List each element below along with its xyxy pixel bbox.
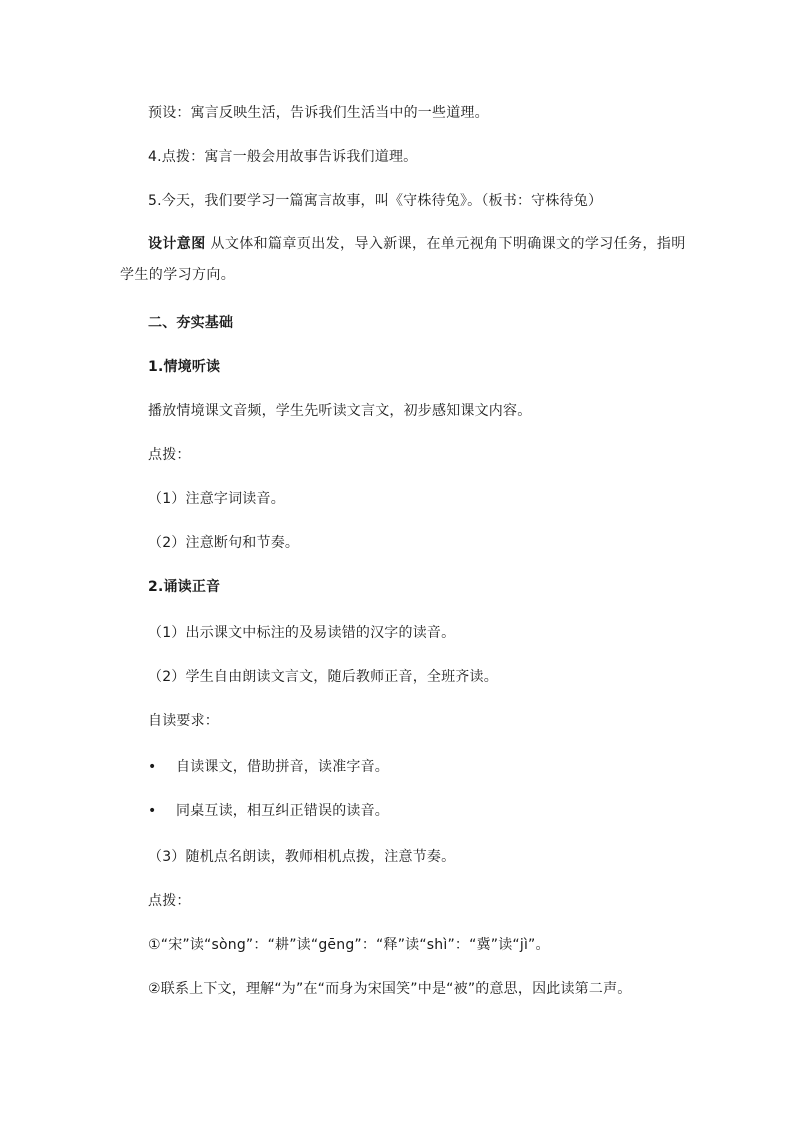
guidance-label-2: 点拨： <box>148 893 191 909</box>
section-heading-2: 二、夯实基础 <box>148 315 234 331</box>
pronunciation-note-2: ②联系上下文，理解“为”在“而身为宋国笑”中是“被”的意思，因此读第二声。 <box>148 981 632 997</box>
design-intent-paragraph <box>120 229 686 291</box>
pronunciation-note-1: ①“宋”读“sòng”：“耕”读“gēng”：“释”读“shì”：“冀”读“jì”。 <box>148 937 550 953</box>
guidance-label-1: 点拨： <box>148 447 191 463</box>
bullet-icon: • <box>148 759 157 775</box>
recite-item-1: （1）出示课文中标注的及易读错的汉字的读音。 <box>148 625 456 641</box>
guidance-paragraph-4: 4.点拨：寓言一般会用故事告诉我们道理。 <box>148 149 418 165</box>
recite-item-2: （2）学生自由朗读文言文，随后教师正音，全班齐读。 <box>148 669 498 685</box>
guidance-item-1: （1）注意字词读音。 <box>148 491 285 507</box>
bullet-item-2 <box>148 802 389 820</box>
guidance-item-2: （2）注意断句和节奏。 <box>148 535 300 551</box>
subheading-situational-listening: 1.情境听读 <box>148 359 221 375</box>
bullet-text-2: 同桌互读，相互纠正错误的读音。 <box>176 803 389 819</box>
listening-paragraph: 播放情境课文音频，学生先听读文言文，初步感知课文内容。 <box>148 403 532 419</box>
intro-paragraph-5: 5.今天，我们要学习一篇寓言故事，叫《守株待兔》。（板书：守株待兔） <box>148 193 603 209</box>
design-intent-label: 设计意图 <box>148 236 206 252</box>
bullet-icon: • <box>148 803 157 819</box>
design-intent-text-1: 从文体和篇章页出发，导入新课，在单元视角下明确课文的学习任务，指明 <box>205 236 686 252</box>
recite-item-3: （3）随机点名朗读，教师相机点拨，注意节奏。 <box>148 849 456 865</box>
design-intent-text-2: 学生的学习方向。 <box>120 267 236 283</box>
subheading-recite-pronunciation: 2.诵读正音 <box>148 579 221 595</box>
bullet-text-1: 自读课文，借助拼音，读准字音。 <box>176 759 389 775</box>
preset-paragraph: 预设：寓言反映生活，告诉我们生活当中的一些道理。 <box>148 105 489 121</box>
self-reading-requirements: 自读要求： <box>148 713 219 729</box>
bullet-item-1 <box>148 758 389 776</box>
